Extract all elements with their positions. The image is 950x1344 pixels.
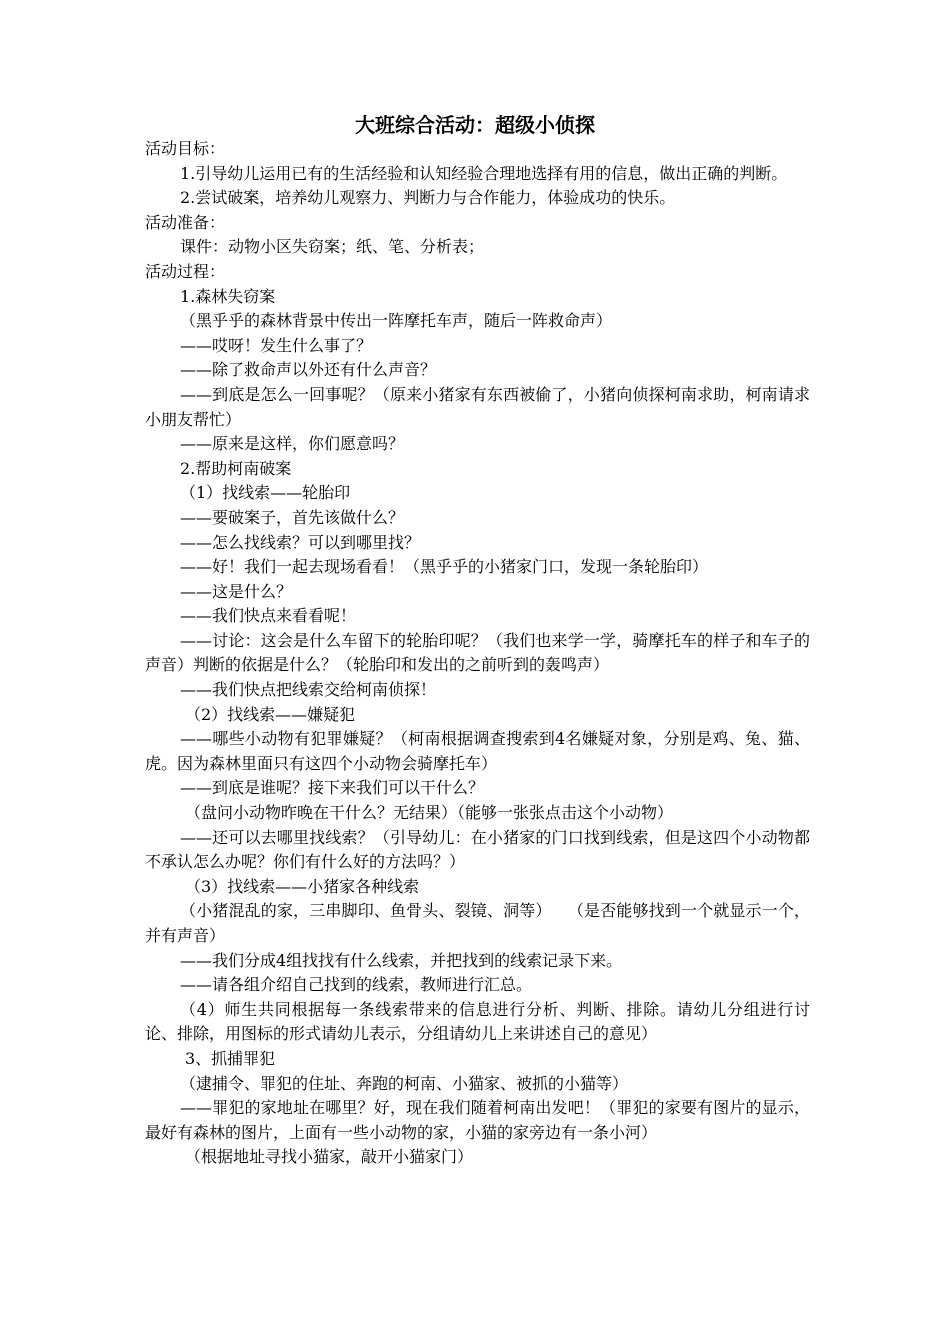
paragraph: （小猪混乱的家，三串脚印、鱼骨头、裂镜、洞等） （是否能够找到一个就显示一个，并有声音） [145,901,810,945]
paragraph: （4）师生共同根据每一条线索带来的信息进行分析、判断、排除。请幼儿分组进行讨论、排除，用图标的形式请幼儿表示，分组请幼儿上来讲述自己的意见） [145,999,810,1044]
paragraph: 1.森林失窃案 [180,286,276,306]
paragraph: ——讨论：这会是什么车留下的轮胎印呢？（我们也来学一学，骑摩托车的样子和车子的声音）判断的依据是什么？（轮胎印和发出的之前听到的轰鸣声） [145,630,810,675]
paragraph: （3）找线索——小猪家各种线索 [185,876,420,896]
paragraph: （2）找线索——嫌疑犯 [185,704,356,724]
paragraph: 课件：动物小区失窃案；纸、笔、分析表； [180,237,485,257]
paragraph: ——请各组介绍自己找到的线索，教师进行汇总。 [180,975,533,995]
paragraph: （黑乎乎的森林背景中传出一阵摩托车声，随后一阵救命声） [180,311,613,331]
paragraph: 活动准备： [145,212,226,232]
paragraph: ——还可以去哪里找线索？（引导幼儿：在小猪家的门口找到线索，但是这四个小动物都不承认怎么办呢？你们有什么好的方法吗？） [145,827,810,872]
paragraph: （盘问小动物昨晚在干什么？无结果）（能够一张张点击这个小动物） [185,803,674,823]
paragraph: ——原来是这样，你们愿意吗？ [180,434,405,454]
paragraph: 3、抓捕罪犯 [185,1048,276,1068]
paragraph: 活动目标： [145,139,226,158]
paragraph: ——哪些小动物有犯罪嫌疑？（柯南根据调查搜索到4名嫌疑对象，分别是鸡、兔、猫、虎。因为森林里面只有这四个小动物会骑摩托车） [145,729,810,773]
paragraph: 活动过程： [145,261,226,281]
paragraph: ——我们快点把线索交给柯南侦探！ [180,680,437,700]
paragraph: ——到底是谁呢？接下来我们可以干什么？ [180,778,485,798]
paragraph: ——到底是怎么一回事呢？（原来小猪家有东西被偷了，小猪向侦探柯南求助，柯南请求小朋友帮忙） [145,384,810,429]
paragraph: ——怎么找线索？可以到哪里找？ [180,532,421,552]
paragraph: （1）找线索——轮胎印 [180,483,351,503]
paragraph: ——要破案子，首先该做什么？ [180,507,405,527]
paragraph: ——我们快点来看看呢！ [180,606,357,626]
document-title: 大班综合活动：超级小侦探 [355,113,595,137]
paragraph: 2.帮助柯南破案 [180,458,292,478]
paragraph: ——这是什么？ [180,581,293,601]
paragraph: ——好！我们一起去现场看看！（黑乎乎的小猪家门口，发现一条轮胎印） [180,557,709,577]
paragraph: ——我们分成4组找找有什么线索，并把找到的线索记录下来。 [180,950,623,970]
paragraph: ——除了救命声以外还有什么声音？ [180,360,437,380]
paragraph: （根据地址寻找小猫家，敲开小猫家门） [185,1147,474,1167]
paragraph: ——哎呀！发生什么事了？ [180,335,373,355]
document-body [145,137,810,1170]
paragraph: 2.尝试破案，培养幼儿观察力、判断力与合作能力，体验成功的快乐。 [180,188,676,208]
paragraph: 1.引导幼儿运用已有的生活经验和认知经验合理地选择有用的信息，做出正确的判断。 [180,163,788,183]
paragraph: ——罪犯的家地址在哪里？好，现在我们随着柯南出发吧！（罪犯的家要有图片的显示，最好有森林的图片，上面有一些小动物的家，小猫的家旁边有一条小河） [145,1098,810,1142]
paragraph: （逮捕令、罪犯的住址、奔跑的柯南、小猫家、被抓的小猫等） [180,1073,629,1093]
